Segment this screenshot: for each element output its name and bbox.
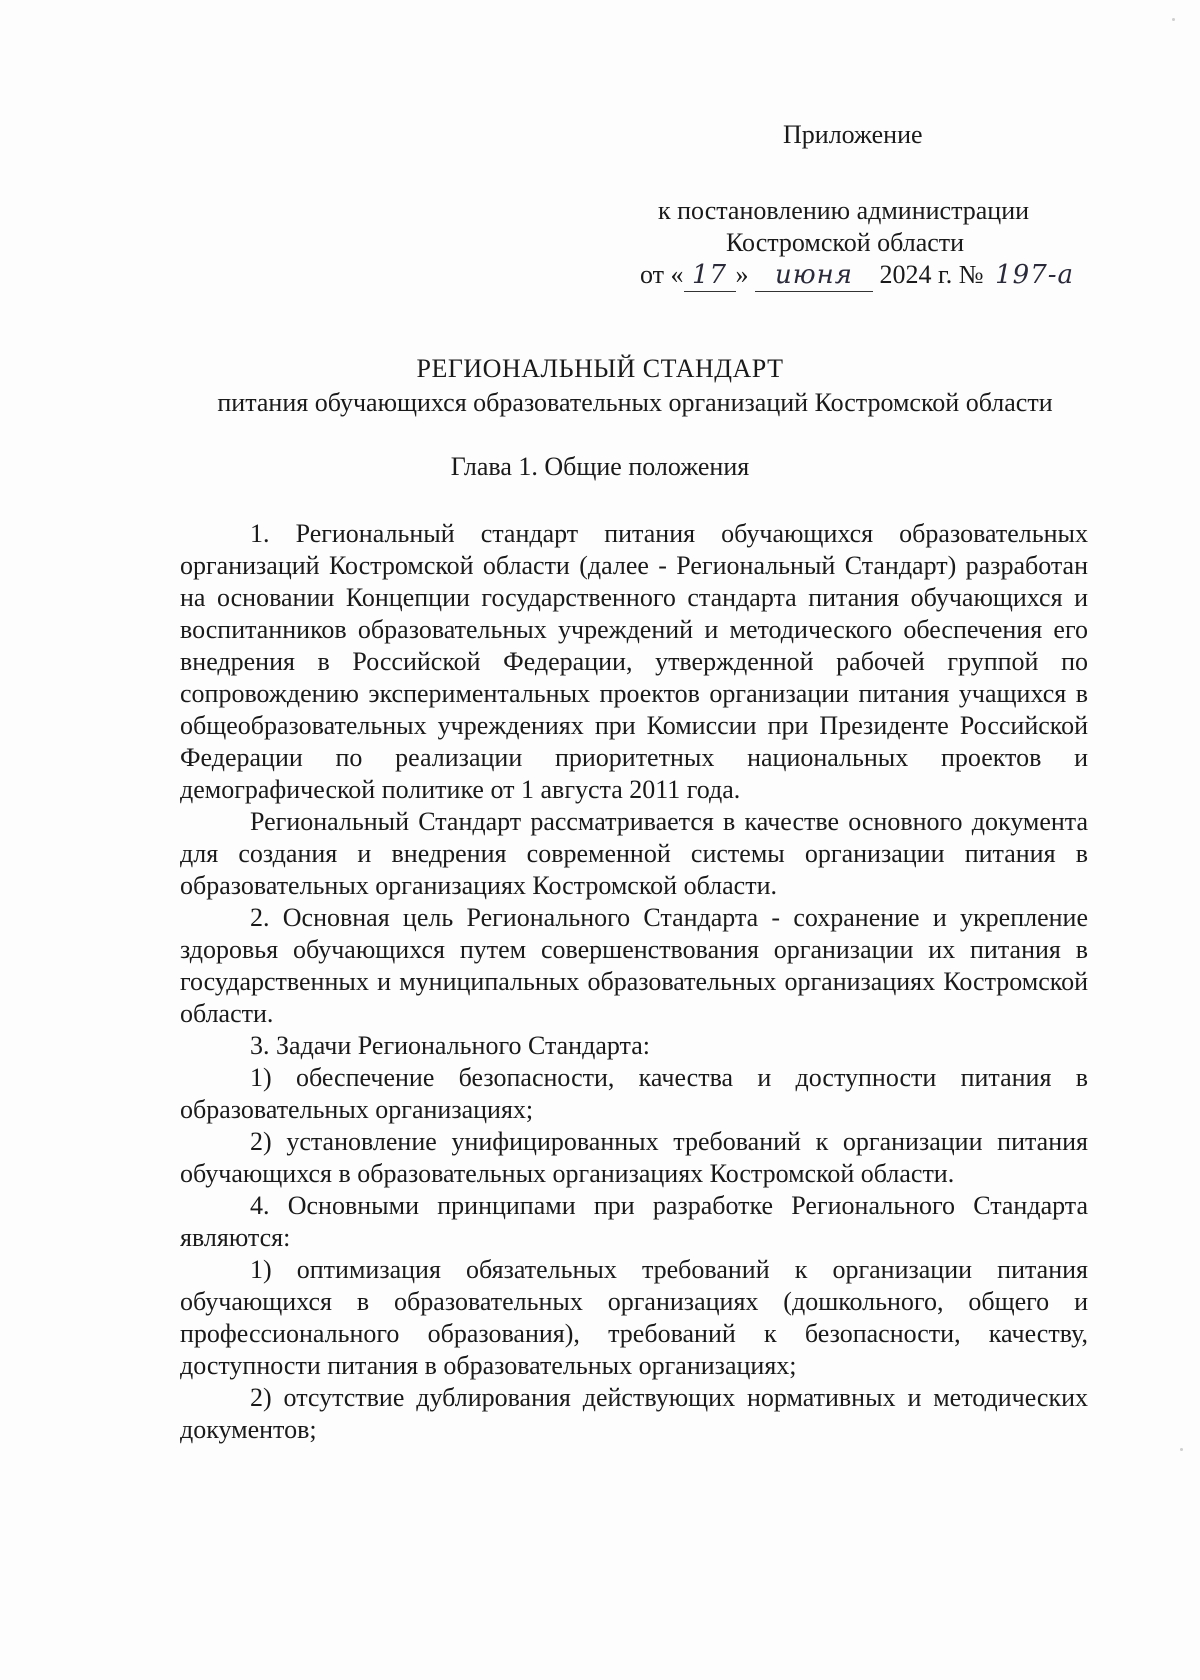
- handwritten-doc-number: 197-а: [995, 260, 1075, 290]
- paragraph: 4. Основными принципами при разработке Регионального Стандарта являются:: [180, 1191, 1088, 1252]
- appendix-line-2: Костромской области: [726, 228, 965, 257]
- chapter-heading: Глава 1. Общие положения: [450, 452, 750, 481]
- paragraph: 1. Региональный стандарт питания обучающихся образовательных организаций Костромской области (далее - Региональный Стандарт) разработан на основании Концепции государственного стандарта питания обучающихся и воспитанников образовательных учреждений и методического обеспечения его внедрения в Российской Федерации, утвержденной рабочей группой по сопровождению экспериментальных проектов организации питания учащихся в общеобразовательных учреждениях при Комиссии при Президенте Российской Федерации по реализации приоритетных национальных проектов и демографической политике от 1 августа 2011 года.: [180, 519, 1088, 804]
- paragraph: 1) оптимизация обязательных требований к организации питания обучающихся в образовательных организациях (дошкольного, общего и профессионального образования), требований к безопасности, качеству, доступности питания в образовательных организациях;: [180, 1255, 1088, 1380]
- paragraph: Региональный Стандарт рассматривается в качестве основного документа для создания и внедрения современной системы организации питания в образовательных организациях Костромской области.: [180, 807, 1088, 900]
- scan-speck: [1172, 18, 1175, 21]
- paragraph: 2. Основная цель Регионального Стандарта - сохранение и укрепление здоровья обучающихся путем совершенствования организации их питания в государственных и муниципальных образовательных организациях Костромской области.: [180, 903, 1088, 1028]
- appendix-line-1: к постановлению администрации: [658, 196, 1030, 225]
- document-body: [180, 518, 1088, 1446]
- paragraph: 2) установление унифицированных требований к организации питания обучающихся в образовательных организациях Костромской области.: [180, 1127, 1088, 1188]
- paragraph: 1) обеспечение безопасности, качества и доступности питания в образовательных организациях;: [180, 1063, 1088, 1124]
- decree-date-line: [640, 259, 1100, 292]
- date-year: 2024 г. №: [879, 260, 984, 289]
- handwritten-month: июня: [755, 259, 873, 292]
- date-mid: »: [735, 260, 749, 289]
- document-title: РЕГИОНАЛЬНЫЙ СТАНДАРТ: [416, 354, 784, 383]
- document-subtitle: питания обучающихся образовательных организаций Костромской области: [217, 388, 1053, 417]
- handwritten-day: 17: [684, 259, 736, 292]
- paragraph: 2) отсутствие дублирования действующих нормативных и методических документов;: [180, 1383, 1088, 1444]
- date-prefix: от «: [640, 260, 684, 289]
- appendix-reference: [640, 195, 1100, 292]
- paragraph: 3. Задачи Регионального Стандарта:: [250, 1031, 650, 1060]
- appendix-title: Приложение: [783, 120, 923, 149]
- scan-speck: [1180, 1448, 1183, 1451]
